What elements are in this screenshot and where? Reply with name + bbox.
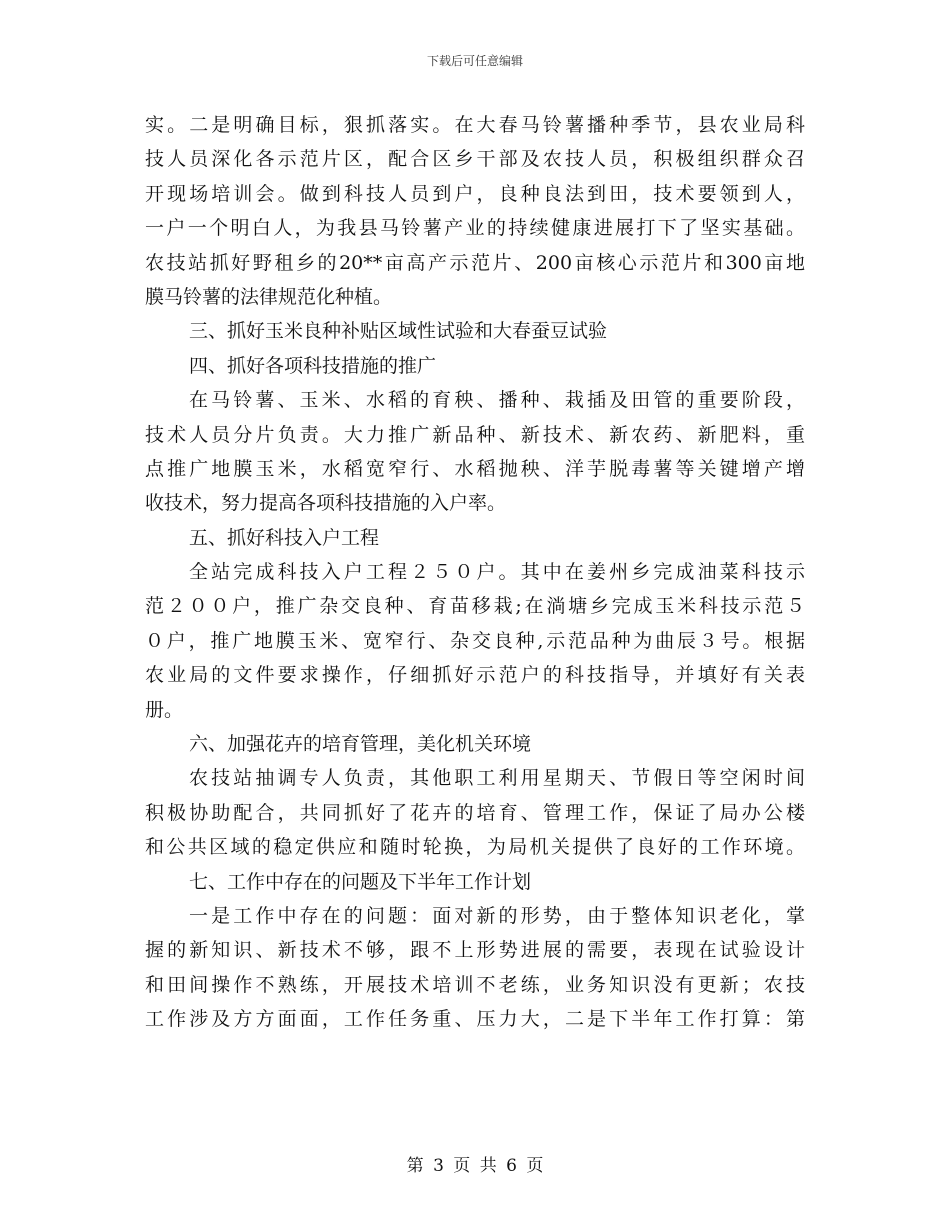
text-line: 技人员深化各示范片区，配合区乡干部及农技人员，积极组织群众召	[145, 148, 805, 171]
text-line: 和田间操作不熟练，开展技术培训不老练，业务知识没有更新；农技	[145, 973, 805, 996]
text-line: 农技站抽调专人负责，其他职工利用星期天、节假日等空闲时间	[189, 767, 805, 790]
text-line: 开现场培训会。做到科技人员到户，良种良法到田，技术要领到人，	[145, 182, 805, 205]
text-line: 一是工作中存在的问题：面对新的形势，由于整体知识老化，掌	[189, 904, 805, 927]
page-number-footer: 第 3 页 共 6 页	[406, 1156, 544, 1176]
document-body	[145, 108, 805, 1037]
text-line: 册。	[145, 698, 184, 721]
section-heading: 六、加强花卉的培育管理，美化机关环境	[189, 733, 532, 756]
text-line: 范２００户，推广杂交良种、育苗移栽;在淌塘乡完成玉米科技示范５	[145, 595, 805, 618]
text-line: 点推广地膜玉米，水稻宽窄行、水稻抛秧、洋芋脱毒薯等关键增产增	[145, 457, 805, 480]
text-line: 全站完成科技入户工程２５０户。其中在姜州乡完成油菜科技示	[189, 561, 805, 584]
text-line: 收技术，努力提高各项科技措施的入户率。	[145, 492, 507, 515]
section-heading: 七、工作中存在的问题及下半年工作计划	[189, 870, 532, 893]
text-line: 握的新知识、新技术不够，跟不上形势进展的需要，表现在试验设计	[145, 939, 805, 962]
text-line: 实。二是明确目标，狠抓落实。在大春马铃薯播种季节，县农业局科	[145, 114, 805, 136]
text-line: 和公共区域的稳定供应和随时轮换，为局机关提供了良好的工作环境。	[145, 836, 805, 859]
section-heading: 四、抓好各项科技措施的推广	[189, 354, 437, 377]
page-header: 下载后可任意编辑	[426, 54, 523, 68]
text-line: 技术人员分片负责。大力推广新品种、新技术、新农药、新肥料，重	[145, 423, 805, 446]
text-line: ０户，推广地膜玉米、宽窄行、杂交良种,示范品种为曲辰３号。根据	[145, 629, 805, 652]
section-heading: 三、抓好玉米良种补贴区域性试验和大春蚕豆试验	[189, 320, 608, 343]
text-line: 一户一个明白人，为我县马铃薯产业的持续健康进展打下了坚实基础。	[145, 217, 805, 240]
text-line: 农技站抓好野租乡的20**亩高产示范片、200亩核心示范片和300亩地	[145, 251, 805, 274]
text-line: 工作涉及方方面面，工作任务重、压力大，二是下半年工作打算：第	[145, 1008, 805, 1031]
text-line: 在马铃薯、玉米、水稻的育秧、播种、栽插及田管的重要阶段，	[189, 389, 805, 412]
section-heading: 五、抓好科技入户工程	[189, 526, 380, 549]
text-line: 农业局的文件要求操作，仔细抓好示范户的科技指导，并填好有关表	[145, 664, 805, 687]
text-line: 膜马铃薯的法律规范化种植。	[145, 285, 393, 308]
text-line: 积极协助配合，共同抓好了花卉的培育、管理工作，保证了局办公楼	[145, 801, 805, 824]
